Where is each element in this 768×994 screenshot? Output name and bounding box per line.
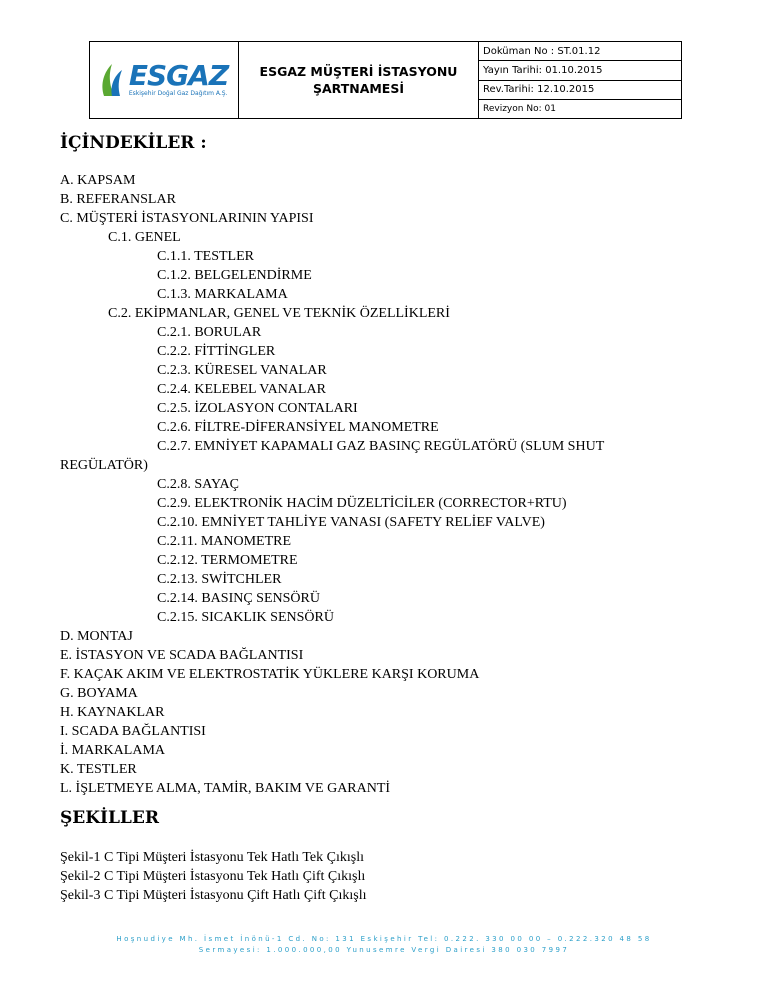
figure-item: Şekil-1 C Tipi Müşteri İstasyonu Tek Hatlı Tek Çıkışlı [60,850,364,865]
toc-item: C.2.5. İZOLASYON CONTALARI [157,401,358,416]
toc-item: F. KAÇAK AKIM VE ELEKTROSTATİK YÜKLERE KARŞI KORUMA [60,667,480,682]
logo-subtext: Eskişehir Doğal Gaz Dağıtım A.Ş. [128,90,228,97]
toc-item: C.2.1. BORULAR [157,325,262,340]
toc-item: C.2.8. SAYAÇ [157,477,239,492]
toc-item: C.2.10. EMNİYET TAHLİYE VANASI (SAFETY RELİEF VALVE) [157,515,545,530]
toc-item: E. İSTASYON VE SCADA BAĞLANTISI [60,648,304,663]
toc-item: C.2.2. FİTTİNGLER [157,344,276,359]
toc-item: C.2.13. SWİTCHLER [157,572,282,587]
toc-item: C.2.12. TERMOMETRE [157,553,298,568]
doc-number: Doküman No : ST.01.12 [479,42,681,61]
esgaz-logo [100,59,229,98]
table-of-contents [60,171,720,798]
document-title [239,42,479,118]
figure-item: Şekil-2 C Tipi Müşteri İstasyonu Tek Hatlı Çift Çıkışlı [60,869,366,884]
figures-heading: ŞEKİLLER [60,808,159,828]
toc-item: C.1.2. BELGELENDİRME [157,268,312,283]
toc-item: K. TESTLER [60,762,137,777]
toc-item: A. KAPSAM [60,173,136,188]
document-title-line1: ESGAZ MÜŞTERİ İSTASYONU [259,64,458,79]
toc-item: C.2.9. ELEKTRONİK HACİM DÜZELTİCİLER (CORRECTOR+RTU) [157,496,567,511]
toc-item: C.2.15. SICAKLIK SENSÖRÜ [157,610,334,625]
publish-date: Yayın Tarihi: 01.10.2015 [479,61,681,80]
document-title-line2: ŞARTNAMESİ [312,81,405,96]
revision-number: Revizyon No: 01 [483,103,556,114]
figures-list [60,848,366,905]
footer-capital: Sermayesi: 1.000.000,00 Yunusemre Vergi Dairesi 380 030 7997 [198,946,570,954]
flame-leaf-icon [100,62,126,98]
toc-item: C.2.3. KÜRESEL VANALAR [157,363,327,378]
toc-item: B. REFERANSLAR [60,192,176,207]
toc-item: C.2.14. BASINÇ SENSÖRÜ [157,591,320,606]
figure-item: Şekil-3 C Tipi Müşteri İstasyonu Çift Hatlı Çift Çıkışlı [60,888,367,903]
toc-item: I. SCADA BAĞLANTISI [60,724,206,739]
toc-item-continuation: REGÜLATÖR) [60,458,148,473]
toc-item: C.2.7. EMNİYET KAPAMALI GAZ BASINÇ REGÜLATÖRÜ (SLUM SHUT [157,439,605,454]
company-logo-cell [90,42,239,118]
toc-item: İ. MARKALAMA [60,743,165,758]
toc-item: C.2. EKİPMANLAR, GENEL VE TEKNİK ÖZELLİKLERİ [108,306,450,321]
toc-item: L. İŞLETMEYE ALMA, TAMİR, BAKIM VE GARANTİ [60,781,391,796]
toc-heading: İÇİNDEKİLER : [60,133,207,153]
toc-item: C.2.4. KELEBEL VANALAR [157,382,326,397]
toc-item: C. MÜŞTERİ İSTASYONLARININ YAPISI [60,211,314,226]
document-header-table [89,41,682,119]
revision-date: Rev.Tarihi: 12.10.2015 [479,81,681,100]
toc-item: C.1.1. TESTLER [157,249,254,264]
toc-item: D. MONTAJ [60,629,133,644]
toc-item: H. KAYNAKLAR [60,705,165,720]
logo-wordmark: ESGAZ [128,59,229,92]
footer-address: Hoşnudiye Mh. İsmet İnönü-1 Cd. No: 131 Eskişehir Tel: 0.222. 330 00 00 – 0.222.320 48 58 [116,935,652,943]
toc-item: C.1. GENEL [108,230,181,245]
toc-item: C.2.11. MANOMETRE [157,534,292,549]
toc-item: C.2.6. FİLTRE-DİFERANSİYEL MANOMETRE [157,420,439,435]
document-meta [479,42,681,118]
toc-item: C.1.3. MARKALAMA [157,287,288,302]
toc-item: G. BOYAMA [60,686,138,701]
